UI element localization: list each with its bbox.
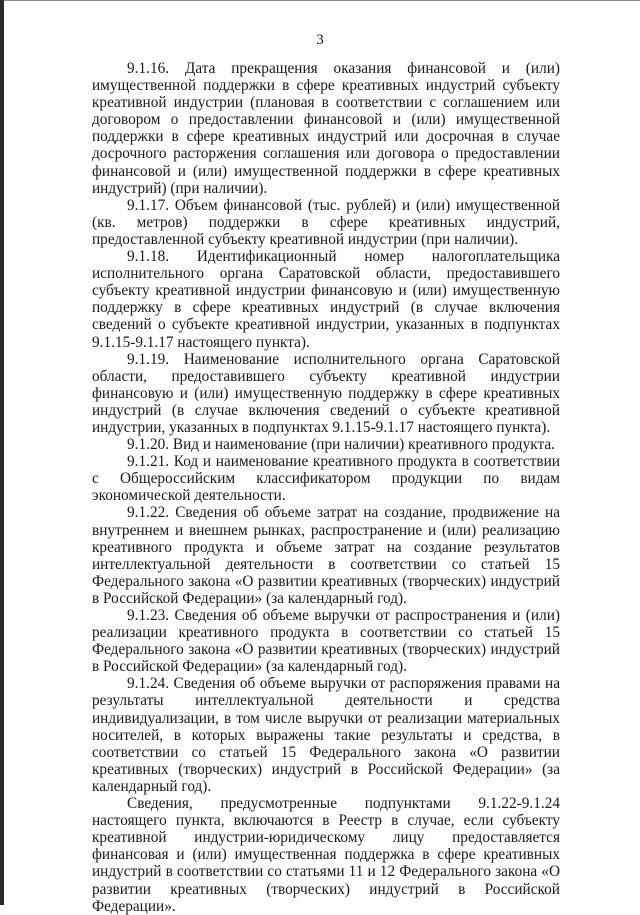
scan-left-edge bbox=[0, 0, 4, 905]
document-body bbox=[92, 60, 560, 915]
paragraph-9-1-24: 9.1.24. Сведения об объеме выручки от распоряжения правами на результаты интеллектуальной деятельности и средства индивидуализации, в том числе выручки от реализации материальных носителей, в которых выражены такие результаты и средства, в соответствии со статьей 15 Федерального закона «О развитии креативных (творческих) индустрий в Российской Федерации» (за календарный год). bbox=[92, 675, 560, 795]
paragraph-9-1-21: 9.1.21. Код и наименование креативного продукта в соответствии с Общероссийским классификатором продукции по видам экономической деятельности. bbox=[92, 453, 560, 505]
paragraph-9-1-17: 9.1.17. Объем финансовой (тыс. рублей) и (или) имущественной (кв. метров) поддержки в сфере креативных индустрий, предоставленной субъекту креативной индустрии (при наличии). bbox=[92, 196, 560, 248]
page-number: 3 bbox=[316, 32, 324, 48]
paragraph-note: Сведения, предусмотренные подпунктами 9.1.22-9.1.24 настоящего пункта, включаются в Реестр в случае, если субъекту креативной индустрии-юридическому лицу предоставляется финансовая и (или) имущественная поддержка в сфере креативных индустрий в соответствии со статьями 11 и 12 Федерального закона «О развитии креативных (творческих) индустрий в Российской Федерации». bbox=[92, 795, 560, 915]
paragraph-9-1-20: 9.1.20. Вид и наименование (при наличии) креативного продукта. bbox=[127, 436, 555, 454]
paragraph-9-1-18: 9.1.18. Идентификационный номер налогоплательщика исполнительного органа Саратовской области, предоставившего субъекту креативной индустрии финансовую и (или) имущественную поддержку в сфере креативных индустрий (в случае включения сведений о субъекте креативной индустрии, указанных в подпунктах 9.1.15-9.1.17 настоящего пункта). bbox=[92, 248, 560, 351]
scan-top-edge bbox=[0, 0, 640, 1]
paragraph-9-1-22: 9.1.22. Сведения об объеме затрат на создание, продвижение на внутреннем и внешнем рынках, распространение и (или) реализацию креативного продукта и объеме затрат на создание результатов интеллектуальной деятельности в соответствии со статьей 15 Федерального закона «О развитии креативных (творческих) индустрий в Российской Федерации» (за календарный год). bbox=[92, 504, 560, 607]
paragraph-9-1-16: 9.1.16. Дата прекращения оказания финансовой и (или) имущественной поддержки в сфере креативных индустрий субъекту креативной индустрии (плановая в соответствии с соглашением или договором о предоставлении финансовой и (или) имущественной поддержки в сфере креативных индустрий или досрочная в случае досрочного расторжения соглашения или договора о предоставлении финансовой и (или) имущественной поддержки в сфере креативных индустрий) (при наличии). bbox=[92, 60, 560, 197]
paragraph-9-1-19: 9.1.19. Наименование исполнительного органа Саратовской области, предоставившего субъекту креативной индустрии финансовую и (или) имущественную поддержку в сфере креативных индустрий (в случае включения сведений о субъекте креативной индустрии, указанных в подпунктах 9.1.15-9.1.17 настоящего пункта). bbox=[92, 350, 560, 436]
paragraph-9-1-23: 9.1.23. Сведения об объеме выручки от распространения и (или) реализации креативного продукта в соответствии со статьей 15 Федерального закона «О развитии креативных (творческих) индустрий в Российской Федерации» (за календарный год). bbox=[92, 607, 560, 676]
